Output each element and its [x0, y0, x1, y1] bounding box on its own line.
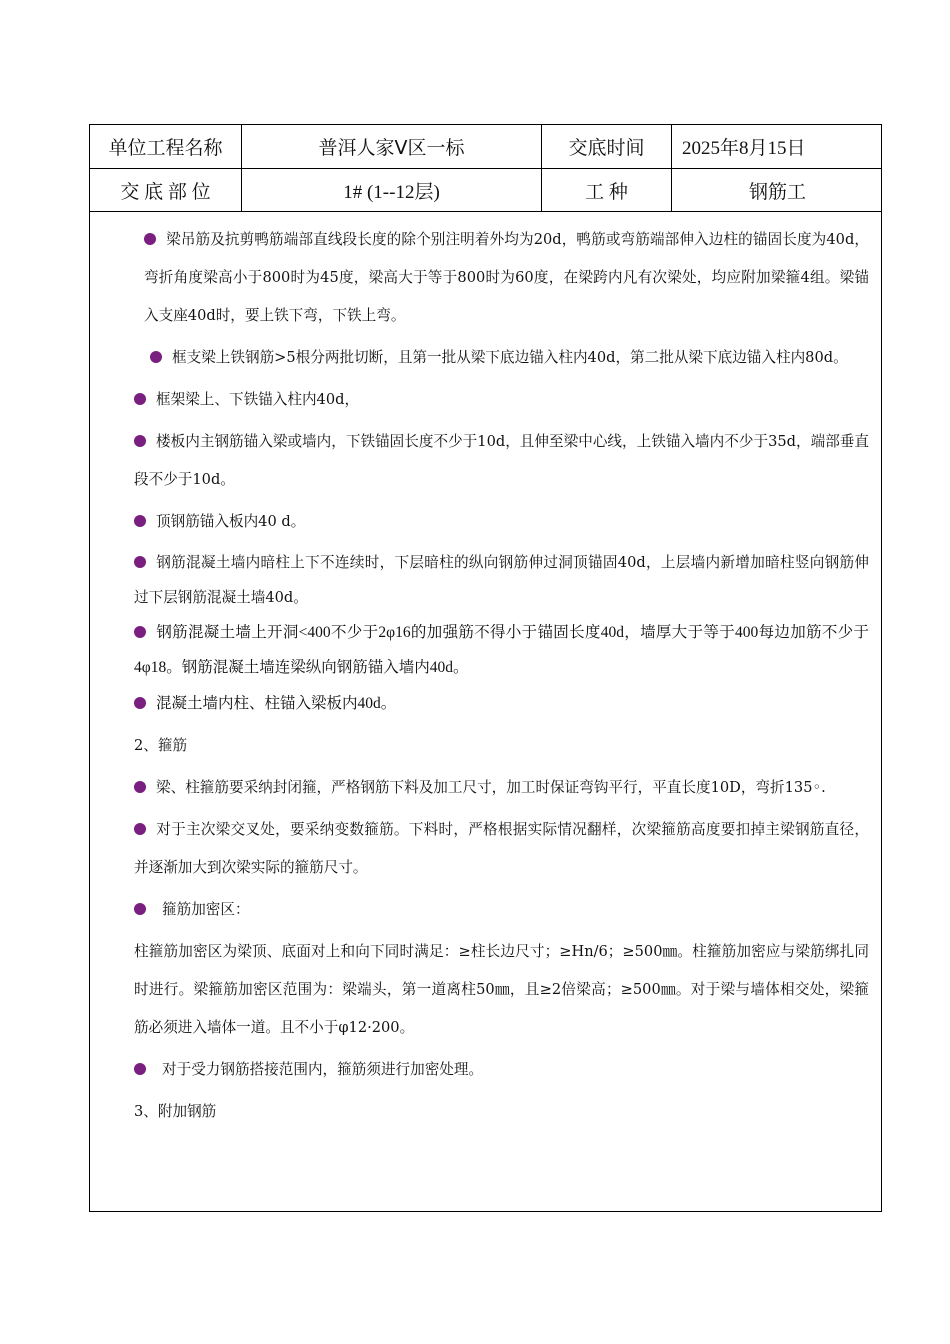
- header-row-2: [90, 169, 881, 212]
- list-item: 框支梁上铁钢筋>5根分两批切断，且第一批从梁下底边锚入柱内40d，第二批从梁下底边锚入柱内80d。: [100, 339, 869, 377]
- trade-value: 钢筋工: [748, 181, 806, 203]
- bullet-icon: [134, 1063, 146, 1075]
- list-item: 钢筋混凝土墙上开洞<400不少于2φ16的加强筋不得小于锚固长度40d，墙厚大于等于400每边加筋不少于4φ18。钢筋混凝土墙连梁纵向钢筋锚入墙内40d。: [134, 624, 869, 676]
- list-item: 楼板内主钢筋锚入梁或墙内，下铁锚固长度不少于10d，且伸至梁中心线，上铁锚入墙内不少于35d，端部垂直段不少于10d。: [134, 433, 869, 488]
- trade-label: 工 种: [542, 169, 672, 211]
- bullet-icon: [150, 351, 162, 363]
- unit-value: 普洱人家Ⅴ区一标: [242, 125, 542, 168]
- list-item: 框架梁上、下铁锚入柱内40d，: [100, 381, 869, 419]
- time-label: 交底时间: [542, 125, 672, 168]
- list-item: 梁、柱箍筋要采纳封闭箍，严格钢筋下料及加工尺寸，加工时保证弯钩平行，平直长度10D，弯折135◦.: [100, 769, 869, 807]
- content-body: [90, 213, 881, 1135]
- paragraph: 柱箍筋加密区为梁顶、底面对上和向下同时满足：≥柱长边尺寸；≥Hn/6；≥500㎜。柱箍筋加密应与梁筋绑扎同时进行。梁箍筋加密区范围为：梁端头，第一道离柱50㎜，且≥2倍梁高；≥500㎜。对于梁与墙体相交处，梁箍筋必须进入墙体一道。且不小于φ12·200。: [134, 943, 869, 1036]
- bullet-icon: [134, 626, 146, 638]
- section-heading: 2、箍筋: [134, 737, 188, 754]
- time-value: 2025年8月15日: [682, 138, 806, 159]
- list-item: 顶钢筋锚入板内40 d。: [100, 503, 869, 541]
- bullet-icon: [134, 823, 146, 835]
- bullet-icon: [134, 697, 146, 709]
- list-item: 梁吊筋及抗剪鸭筋端部直线段长度的除个别注明着外均为20d，鸭筋或弯筋端部伸入边柱的锚固长度为40d，弯折角度梁高小于800时为45度，梁高大于等于800时为60度，在梁跨内凡有次梁处，均应附加梁箍4组。梁锚入支座40d时，要上铁下弯，下铁上弯。: [144, 231, 869, 324]
- bullet-icon: [134, 556, 146, 568]
- bullet-icon: [144, 233, 156, 245]
- list-item: 混凝土墙内柱、柱锚入梁板内40d。: [100, 685, 869, 723]
- list-item: 箍筋加密区：: [100, 891, 869, 929]
- unit-label: 单位工程名称: [90, 125, 242, 168]
- bullet-icon: [134, 515, 146, 527]
- bullet-icon: [134, 903, 146, 915]
- part-value: 1# (1--12层): [242, 169, 542, 211]
- bullet-icon: [134, 393, 146, 405]
- part-label: 交 底 部 位: [90, 169, 242, 211]
- disclosure-sheet: [89, 124, 882, 1212]
- list-item: 对于受力钢筋搭接范围内，箍筋须进行加密处理。: [100, 1051, 869, 1089]
- list-item: 对于主次梁交叉处，要采纳变数箍筋。下料时，严格根据实际情况翻样，次梁箍筋高度要扣掉主梁钢筋直径，并逐渐加大到次梁实际的箍筋尺寸。: [134, 821, 869, 876]
- bullet-icon: [134, 435, 146, 447]
- header-row-1: [90, 125, 881, 169]
- list-item: 钢筋混凝土墙内暗柱上下不连续时，下层暗柱的纵向钢筋伸过洞顶锚固40d，上层墙内新增加暗柱竖向钢筋伸过下层钢筋混凝土墙40d。: [134, 554, 869, 606]
- bullet-icon: [134, 781, 146, 793]
- section-heading: 3、附加钢筋: [134, 1103, 217, 1120]
